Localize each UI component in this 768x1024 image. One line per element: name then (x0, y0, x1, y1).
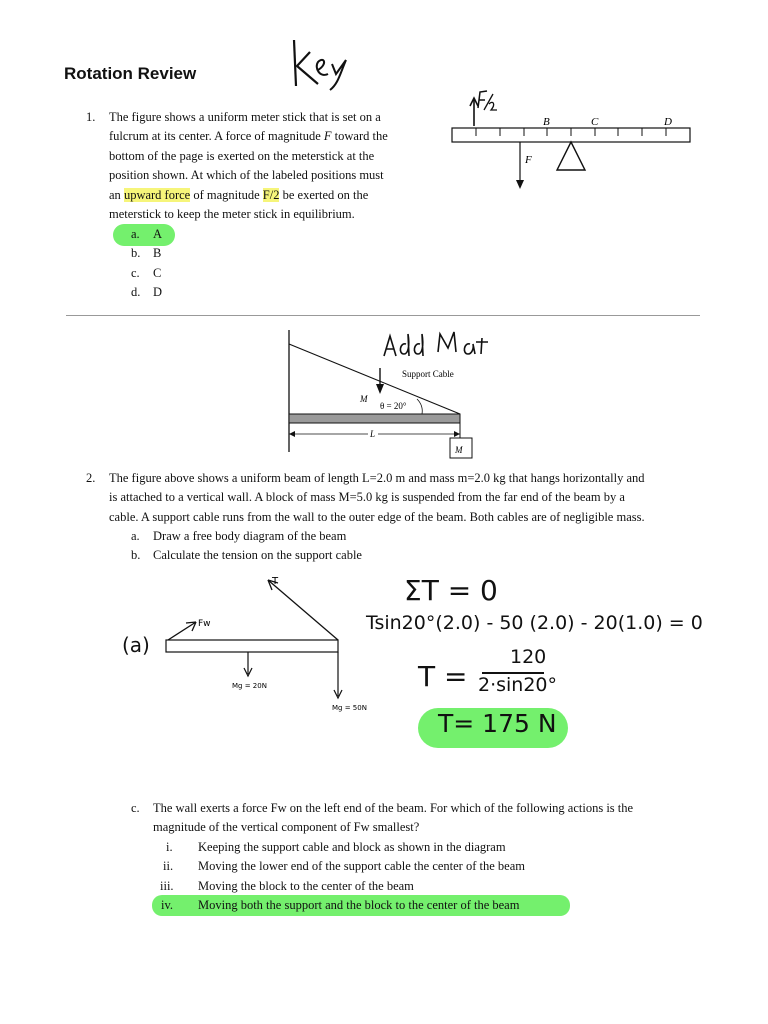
q1-option-b-letter: b. (131, 246, 141, 260)
support-cable-label: Support Cable (402, 369, 454, 379)
meterstick-label-b: B (543, 116, 550, 128)
q1-option-b-text: B (153, 246, 162, 260)
beam-mass-label: M (360, 394, 368, 404)
q1-line-4: position shown. At which of the labeled positions must (109, 168, 384, 182)
q1-line-5-prefix: an (109, 188, 124, 202)
q1-line-2 (109, 127, 388, 147)
q2-line-3: cable. A support cable runs from the wall to the outer edge of the beam. Both cables are of negligible mass. (109, 510, 645, 524)
q1-number: 1. (86, 110, 96, 124)
q1-option-a-letter: a. (131, 227, 140, 241)
q2-c-option-iii-text: Moving the block to the center of the beam (198, 879, 414, 893)
q1-line-2-italic: F (323, 129, 332, 143)
q2-number: 2. (86, 471, 96, 485)
q2-part-b-text: Calculate the tension on the support cable (153, 548, 362, 562)
beam-length-label: L (370, 429, 376, 439)
key-handwriting (288, 34, 358, 99)
q2-part-c-line-2: magnitude of the vertical component of Fw smallest? (153, 820, 420, 834)
beam-block-label: M (455, 445, 463, 455)
q1-option-a-text: A (153, 227, 163, 241)
q1-line-6: meterstick to keep the meter stick in equilibrium. (109, 207, 355, 221)
q2-c-option-i-text: Keeping the support cable and block as shown in the diagram (198, 840, 506, 854)
q1-line-5 (109, 186, 368, 206)
torque-balance-equation: Tsin20°(2.0) - 50 (2.0) - 20(1.0) = 0 (366, 612, 703, 634)
q2-part-a-letter: a. (131, 529, 140, 543)
q2-c-option-iii-numeral: iii. (160, 879, 174, 893)
q1-line-2-text: fulcrum at its center. A force of magnitude (109, 129, 321, 143)
fbd-wall-force-label: Fw (198, 619, 211, 629)
q2-c-option-i-numeral: i. (166, 840, 173, 854)
q1-line-1: The figure shows a uniform meter stick that is set on a (109, 110, 381, 124)
q1-option-d-text: D (153, 285, 163, 299)
q1-line-5-tail: be exerted on the (279, 188, 369, 202)
q1-highlight-f2: F/2 (262, 188, 280, 202)
q1-line-2-tail: toward the (331, 129, 388, 143)
q2-c-option-iv-numeral: iv. (161, 898, 174, 912)
tension-equation-lhs: T = (418, 660, 468, 693)
q2-part-b-letter: b. (131, 548, 141, 562)
meterstick-figure (440, 88, 700, 198)
q1-option-c-letter: c. (131, 266, 140, 280)
q2-part-c-line-1: The wall exerts a force Fw on the left end of the beam. For which of the following actions is the (153, 801, 634, 815)
q1-option-c-text: C (153, 266, 162, 280)
q2-line-2: is attached to a vertical wall. A block of mass M=5.0 kg is suspended from the far end of the beam by a (109, 490, 625, 504)
q2-c-option-ii-numeral: ii. (163, 859, 174, 873)
beam-figure (280, 322, 520, 462)
meterstick-force-label: F (525, 154, 532, 166)
add-mat-handwriting (384, 332, 488, 356)
beam-angle-label: θ = 20° (380, 401, 407, 411)
tension-answer: T= 175 N (438, 709, 557, 738)
free-body-diagram (160, 570, 380, 720)
section-divider (66, 315, 700, 316)
fbd-beam-weight-label: Mg = 20N (232, 682, 267, 690)
q2-line-1: The figure above shows a uniform beam of length L=2.0 m and mass m=2.0 kg that hangs horizontally and (109, 471, 645, 485)
q1-line-3: bottom of the page is exerted on the meterstick at the (109, 149, 375, 163)
meterstick-label-c: C (591, 116, 599, 128)
q1-line-5-mid: of magnitude (190, 188, 263, 202)
q1-answer-highlight (113, 224, 175, 246)
page-title: Rotation Review (64, 64, 197, 83)
fbd-tension-label: T (272, 576, 279, 587)
tension-equation-denominator: 2·sin20° (478, 674, 558, 696)
fbd-label-a: (a) (122, 633, 150, 657)
tension-equation-numerator: 120 (510, 646, 547, 668)
q2-part-c-letter: c. (131, 801, 140, 815)
q2-c-option-iv-text: Moving both the support and the block to the center of the beam (198, 898, 520, 912)
q1-option-d-letter: d. (131, 285, 141, 299)
fbd-block-weight-label: Mg = 50N (332, 704, 367, 712)
meterstick-label-d: D (664, 116, 672, 128)
meterstick-handwritten-f2 (478, 91, 497, 110)
q2-part-a-text: Draw a free body diagram of the beam (153, 529, 347, 543)
torque-sum-equation: ΣT = 0 (404, 574, 498, 607)
q2-c-option-ii-text: Moving the lower end of the support cable the center of the beam (198, 859, 525, 873)
q1-highlight-upward-force: upward force (123, 188, 191, 202)
